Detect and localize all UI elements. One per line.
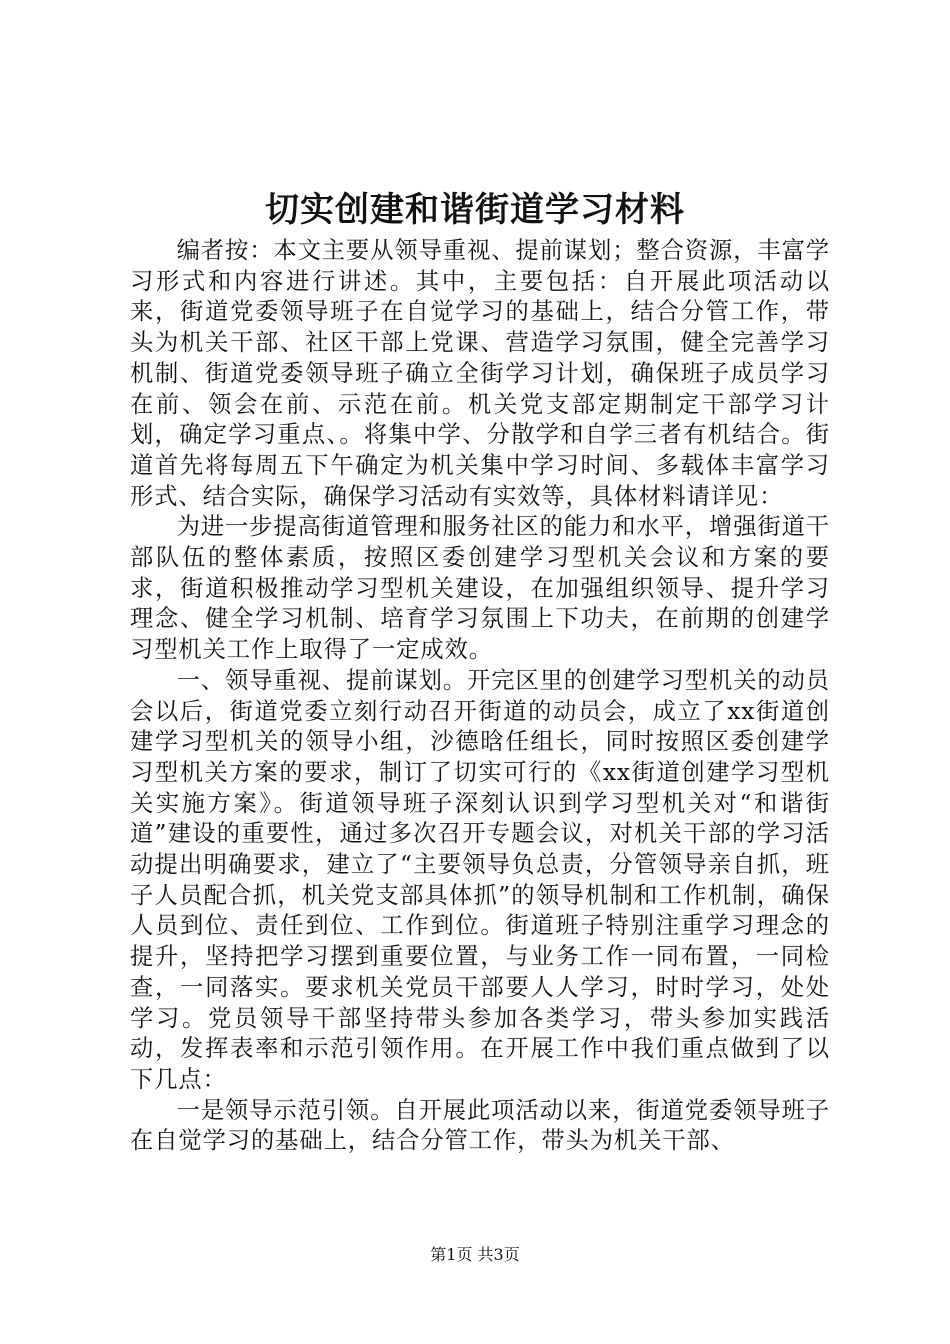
page-number-footer: 第1页 共3页 xyxy=(430,1245,520,1264)
paragraph-point-one: 一是领导示范引领。自开展此项活动以来，街道党委领导班子在自觉学习的基础上，结合分管工作，带头为机关干部、 xyxy=(130,1096,830,1155)
paragraph-section-one: 一、领导重视、提前谋划。开完区里的创建学习型机关的动员会以后，街道党委立刻行动召开街道的动员会，成立了xx街道创建学习型机关的领导小组，沙德晗任组长，同时按照区委创建学习型机关方案的要求，制订了切实可行的《xx街道创建学习型机关实施方案》。街道领导班子深刻认识到学习型机关对“和谐街道”建设的重要性，通过多次召开专题会议，对机关干部的学习活动提出明确要求，建立了“主要领导负总责，分管领导亲自抓，班子人员配合抓，机关党支部具体抓”的领导机制和工作机制，确保人员到位、责任到位、工作到位。街道班子特别注重学习理念的提升，坚持把学习摆到重要位置，与业务工作一同布置，一同检查，一同落实。要求机关党员干部要人人学习，时时学习，处处学习。党员领导干部坚持带头参加各类学习，带头参加实践活动，发挥表率和示范引领作用。在开展工作中我们重点做到了以下几点： xyxy=(130,666,830,1093)
paragraph-editor-note: 编者按：本文主要从领导重视、提前谋划；整合资源，丰富学习形式和内容进行讲述。其中，主要包括：自开展此项活动以来，街道党委领导班子在自觉学习的基础上，结合分管工作，带头为机关干部、社区干部上党课、营造学习氛围，健全完善学习机制、街道党委领导班子确立全街学习计划，确保班子成员学习在前、领会在前、示范在前。机关党支部定期制定干部学习计划，确定学习重点、。将集中学、分散学和自学三者有机结合。街道首先将每周五下午确定为机关集中学习时间、多载体丰富学习形式、结合实际，确保学习活动有实效等，具体材料请详见： xyxy=(130,237,830,510)
document-title: 切实创建和谐街道学习材料 xyxy=(265,190,685,230)
paragraph-intro: 为进一步提高街道管理和服务社区的能力和水平，增强街道干部队伍的整体素质，按照区委创建学习型机关会议和方案的要求，街道积极推动学习型机关建设，在加强组织领导、提升学习理念、健全学习机制、培育学习氛围上下功夫，在前期的创建学习型机关工作上取得了一定成效。 xyxy=(130,513,830,664)
document-body xyxy=(130,236,830,1157)
